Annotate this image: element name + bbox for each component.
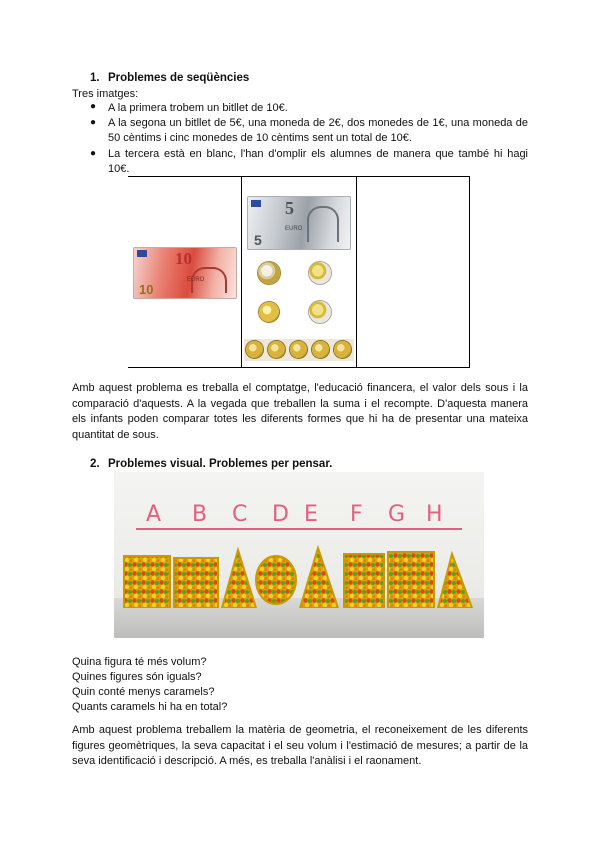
section2-heading: Problemes visual. Problemes per pensar. [108,458,333,470]
bullet-1: A la primera trobem un bitllet de 10€. [108,102,288,114]
coin-2-euro [258,262,280,284]
banknote-10-big-label: 10 [175,249,192,268]
photo-letter-a: A [146,502,162,527]
photo-letter-c: C [232,502,248,527]
question-2: Quines figures són iguals? [72,671,202,683]
question-3: Quin conté menys caramels? [72,686,215,698]
bullet-2: A la segona un bitllet de 5€, una moneda de 2€, dos monedes de 1€, una moneda de 50 cèntims i cinc monedes de 10 cèntims sent un total de 10€. [108,117,528,144]
bullet-icon: ● [90,148,97,159]
coin-10-cents [334,341,351,358]
banknote-5-big-label: 5 [285,198,294,218]
section1-paragraph: Amb aquest problema es treballa el comptatge, l'educació financera, el valor dels sous i la comparació d'aquests. A la vegada que treballen la suma i el recompte. D'aquesta manera els infants poden comparar totes les diferents formes que hi ha de presentar una mateixa quantitat de sous. [72,382,528,441]
bullet-3: La tercera està en blanc, l'han d'omplir els alumnes de manera que també hi hagi 10€. [108,148,528,175]
bullet-icon: ● [90,101,97,112]
photo-letter-f: F [350,502,363,527]
photo-letter-d: D [272,502,289,527]
candy-containers-graphic [114,544,484,608]
coin-10-cents [312,341,329,358]
candy-shapes-photo [114,472,484,638]
coin-10-cents [268,341,285,358]
banknote-5-small-label: 5 [254,232,262,248]
coin-1-euro [309,262,331,284]
section2-paragraph: Amb aquest problema treballem la matèria de geometria, el reconeixement de les diferents figures geomètriques, la seva capacitat i el seu volum i l'estimació de mesures; a partir de la seva identificació i descripció. A més, es treballa l'anàlisi i el raonament. [72,724,528,767]
photo-letter-e: E [304,502,318,527]
photo-letter-g: G [388,502,406,527]
coin-50-cents [259,302,279,322]
photo-letter-b: B [192,502,208,527]
coin-10-cents [290,341,307,358]
section1-number: 1. [90,72,100,84]
banknote-5-euro-mark: EURO [285,226,303,232]
banknote-5-euro [247,196,351,250]
coin-1-euro [309,301,331,323]
section1-intro: Tres imatges: [72,88,139,100]
banknote-10-euro [133,247,237,299]
section2-number: 2. [90,458,100,470]
banknote-10-euro-mark: EURO [187,277,205,283]
section1-heading: Problemes de seqüències [108,72,250,84]
question-1: Quina figura té més volum? [72,656,207,668]
banknote-10-small-label: 10 [139,282,154,297]
question-4: Quants caramels hi ha en total? [72,701,228,713]
coin-10-cents [246,341,263,358]
photo-letter-h: H [426,502,443,527]
bullet-icon: ● [90,117,97,128]
